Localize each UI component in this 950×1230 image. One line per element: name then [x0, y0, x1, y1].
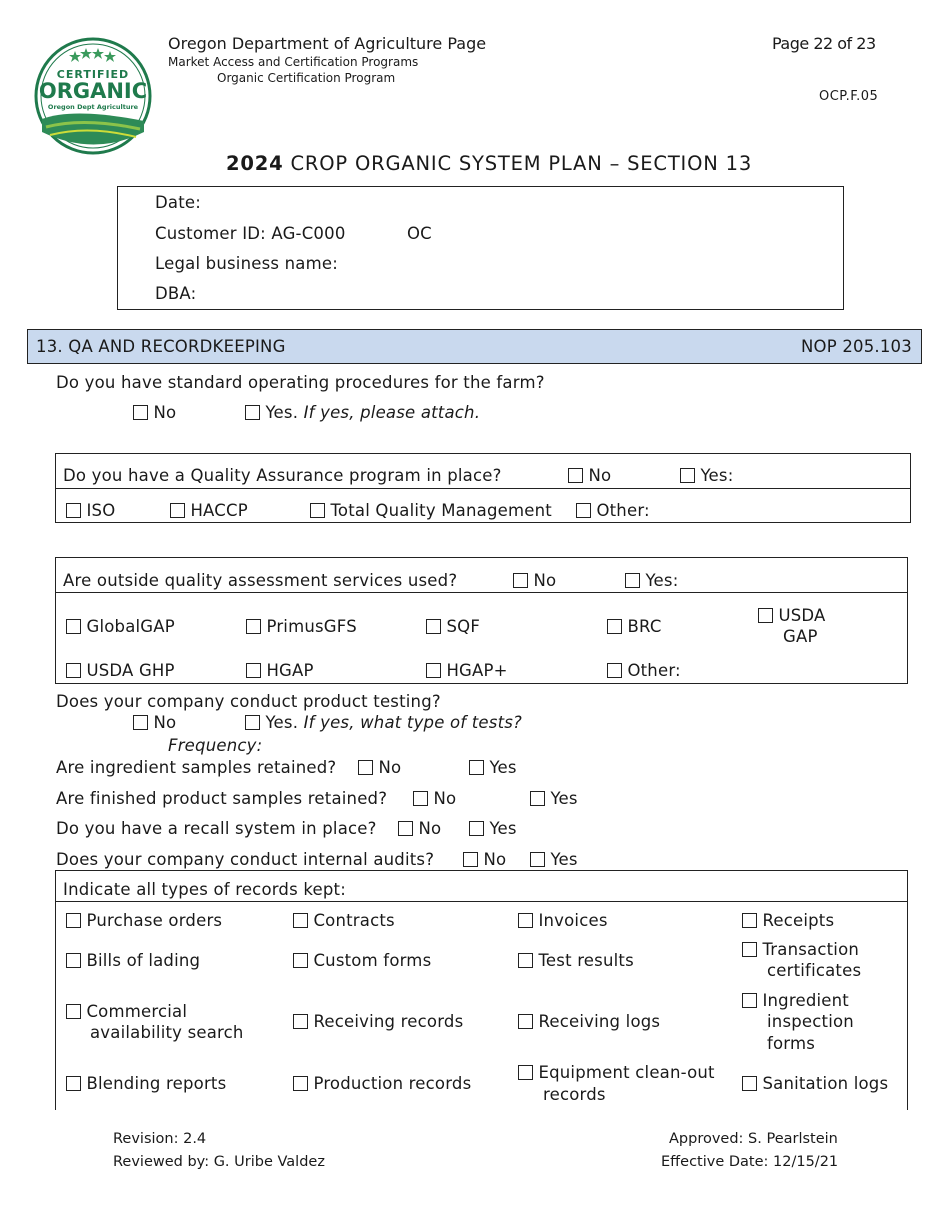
- form-id: OCP.F.05: [819, 89, 879, 104]
- finished-yes-option[interactable]: [530, 789, 578, 808]
- records-title: Indicate all types of records kept:: [63, 880, 346, 899]
- sqf-checkbox[interactable]: [426, 619, 441, 634]
- receiving-records-checkbox[interactable]: [293, 1014, 308, 1029]
- testing-question: Does your company conduct product testing?: [56, 692, 441, 711]
- page-number: Page 22 of 23: [772, 34, 876, 53]
- primusgfs-checkbox[interactable]: [246, 619, 261, 634]
- finished-no-checkbox[interactable]: [413, 791, 428, 806]
- qa-yes-label: Yes:: [700, 466, 734, 485]
- contracts-label: Contracts: [313, 911, 395, 930]
- records-label: records: [543, 1085, 606, 1104]
- finished-yes-checkbox[interactable]: [530, 791, 545, 806]
- testing-no-label: No: [153, 713, 177, 732]
- record-test-results[interactable]: [518, 951, 634, 970]
- ingredient-no-option[interactable]: [358, 758, 401, 777]
- record-invoices[interactable]: [518, 911, 608, 930]
- receipts-checkbox[interactable]: [742, 913, 757, 928]
- programs-name: Market Access and Certification Programs: [168, 55, 419, 69]
- testing-no-option[interactable]: [133, 713, 176, 732]
- receipts-label: Receipts: [762, 911, 835, 930]
- production-records-label: Production records: [313, 1074, 472, 1093]
- hgap-plus-label: HGAP+: [446, 661, 508, 680]
- audits-no-option[interactable]: [463, 850, 506, 869]
- sop-no-option[interactable]: [133, 403, 176, 422]
- record-receiving-logs[interactable]: [518, 1012, 660, 1031]
- transaction-certificates-checkbox[interactable]: [742, 942, 757, 957]
- qa-iso-label: ISO: [86, 501, 116, 520]
- usda-gap-label-line2: GAP: [783, 627, 818, 646]
- receiving-logs-checkbox[interactable]: [518, 1014, 533, 1029]
- testing-yes-label: Yes.: [265, 713, 299, 732]
- ingredient-label: Ingredient: [762, 991, 849, 1010]
- forms-label: forms: [767, 1034, 816, 1053]
- inspection-label: inspection: [767, 1012, 854, 1031]
- record-purchase-orders[interactable]: [66, 911, 222, 930]
- record-equipment-cleanout[interactable]: [518, 1063, 715, 1082]
- qa-tqm-checkbox[interactable]: [310, 503, 325, 518]
- commercial-label: Commercial: [86, 1002, 188, 1021]
- equipment-cleanout-checkbox[interactable]: [518, 1065, 533, 1080]
- outside-option-hgap-plus[interactable]: [426, 661, 508, 680]
- testing-yes-option[interactable]: [245, 713, 522, 732]
- outside-option-usda-gap[interactable]: [758, 606, 826, 625]
- outside-no-option[interactable]: [513, 571, 556, 590]
- custom-forms-label: Custom forms: [313, 951, 432, 970]
- transaction-label: Transaction: [762, 940, 860, 959]
- customer-id-label: Customer ID: AG-C000: [155, 224, 346, 243]
- test-results-checkbox[interactable]: [518, 953, 533, 968]
- sanitation-logs-checkbox[interactable]: [742, 1076, 757, 1091]
- recall-no-option[interactable]: [398, 819, 441, 838]
- date-label: Date:: [155, 193, 201, 212]
- usda-gap-label-line1: USDA: [778, 606, 826, 625]
- qa-option-tqm[interactable]: [310, 501, 552, 520]
- custom-forms-checkbox[interactable]: [293, 953, 308, 968]
- qa-haccp-label: HACCP: [190, 501, 248, 520]
- dept-name: Oregon Department of Agriculture Page: [168, 34, 487, 53]
- outside-option-brc[interactable]: [607, 617, 662, 636]
- dba-label: DBA:: [155, 284, 197, 303]
- globalgap-checkbox[interactable]: [66, 619, 81, 634]
- qa-no-checkbox[interactable]: [568, 468, 583, 483]
- ingredient-inspection-checkbox[interactable]: [742, 993, 757, 1008]
- page-title: [226, 152, 752, 175]
- brc-checkbox[interactable]: [607, 619, 622, 634]
- testing-frequency-label: Frequency:: [168, 736, 263, 755]
- qa-no-option[interactable]: [568, 466, 611, 485]
- hgap-checkbox[interactable]: [246, 663, 261, 678]
- record-bills-of-lading[interactable]: [66, 951, 200, 970]
- recall-yes-checkbox[interactable]: [469, 821, 484, 836]
- audits-no-checkbox[interactable]: [463, 852, 478, 867]
- record-receiving-records[interactable]: [293, 1012, 463, 1031]
- usda-gap-checkbox[interactable]: [758, 608, 773, 623]
- sanitation-logs-label: Sanitation logs: [762, 1074, 889, 1093]
- contracts-checkbox[interactable]: [293, 913, 308, 928]
- record-receipts[interactable]: [742, 911, 834, 930]
- record-blending-reports[interactable]: [66, 1074, 226, 1093]
- equipment-cleanout-label: Equipment clean-out: [538, 1063, 715, 1082]
- record-transaction-certificates[interactable]: [742, 940, 859, 959]
- qa-option-haccp[interactable]: [170, 501, 248, 520]
- sop-no-label: No: [153, 403, 177, 422]
- purchase-orders-checkbox[interactable]: [66, 913, 81, 928]
- record-ingredient-inspection[interactable]: [742, 991, 849, 1010]
- outside-yes-option[interactable]: [625, 571, 678, 590]
- outside-other-checkbox[interactable]: [607, 663, 622, 678]
- ingredient-yes-option[interactable]: [469, 758, 517, 777]
- blending-reports-checkbox[interactable]: [66, 1076, 81, 1091]
- outside-question: Are outside quality assessment services used?: [63, 571, 458, 590]
- outside-option-globalgap[interactable]: [66, 617, 175, 636]
- brc-label: BRC: [627, 617, 662, 636]
- qa-tqm-label: Total Quality Management: [330, 501, 552, 520]
- logo-text-organic: ORGANIC: [38, 79, 148, 103]
- footer-approved: Approved: S. Pearlstein: [669, 1131, 838, 1147]
- outside-yes-label: Yes:: [645, 571, 679, 590]
- title-year: 2024: [226, 152, 284, 175]
- organic-logo: [34, 37, 152, 155]
- audits-yes-label: Yes: [550, 850, 578, 869]
- recall-yes-label: Yes: [489, 819, 517, 838]
- availability-search-label: availability search: [90, 1023, 244, 1042]
- production-records-checkbox[interactable]: [293, 1076, 308, 1091]
- qa-no-label: No: [588, 466, 612, 485]
- logo-text-certified: CERTIFIED: [56, 68, 130, 81]
- qa-other-label: Other:: [596, 501, 650, 520]
- bills-of-lading-checkbox[interactable]: [66, 953, 81, 968]
- outside-option-other[interactable]: [607, 661, 681, 680]
- outside-other-label: Other:: [627, 661, 681, 680]
- outside-option-hgap[interactable]: [246, 661, 314, 680]
- program-name: Organic Certification Program: [217, 71, 396, 85]
- invoices-label: Invoices: [538, 911, 608, 930]
- finished-question: Are finished product samples retained?: [56, 789, 388, 808]
- globalgap-label: GlobalGAP: [86, 617, 175, 636]
- receiving-records-label: Receiving records: [313, 1012, 464, 1031]
- section-title: 13. QA AND RECORDKEEPING: [36, 337, 286, 356]
- ingredient-yes-checkbox[interactable]: [469, 760, 484, 775]
- qa-option-iso[interactable]: [66, 501, 115, 520]
- qa-iso-checkbox[interactable]: [66, 503, 81, 518]
- ingredient-yes-label: Yes: [489, 758, 517, 777]
- sqf-label: SQF: [446, 617, 481, 636]
- finished-yes-label: Yes: [550, 789, 578, 808]
- testing-no-checkbox[interactable]: [133, 715, 148, 730]
- ingredient-question: Are ingredient samples retained?: [56, 758, 337, 777]
- customer-info-box: [117, 186, 844, 310]
- blending-reports-label: Blending reports: [86, 1074, 227, 1093]
- sop-yes-checkbox[interactable]: [245, 405, 260, 420]
- usda-ghp-label: USDA GHP: [86, 661, 175, 680]
- record-contracts[interactable]: [293, 911, 395, 930]
- receiving-logs-label: Receiving logs: [538, 1012, 661, 1031]
- footer-effective: Effective Date: 12/15/21: [661, 1154, 839, 1170]
- outside-option-usda-ghp[interactable]: [66, 661, 175, 680]
- qa-yes-option[interactable]: [680, 466, 733, 485]
- record-sanitation-logs[interactable]: [742, 1074, 888, 1093]
- footer-revision: Revision: 2.4: [113, 1131, 207, 1147]
- audits-yes-checkbox[interactable]: [530, 852, 545, 867]
- qa-haccp-checkbox[interactable]: [170, 503, 185, 518]
- qa-yes-checkbox[interactable]: [680, 468, 695, 483]
- footer-reviewed: Reviewed by: G. Uribe Valdez: [113, 1154, 325, 1170]
- invoices-checkbox[interactable]: [518, 913, 533, 928]
- ingredient-no-checkbox[interactable]: [358, 760, 373, 775]
- testing-yes-checkbox[interactable]: [245, 715, 260, 730]
- record-commercial-availability[interactable]: [66, 1002, 187, 1021]
- outside-option-sqf[interactable]: [426, 617, 480, 636]
- ingredient-no-label: No: [378, 758, 402, 777]
- primusgfs-label: PrimusGFS: [266, 617, 357, 636]
- test-results-label: Test results: [538, 951, 634, 970]
- audits-question: Does your company conduct internal audits?: [56, 850, 435, 869]
- hgap-label: HGAP: [266, 661, 314, 680]
- title-text: CROP ORGANIC SYSTEM PLAN – SECTION 13: [290, 152, 753, 175]
- qa-question: Do you have a Quality Assurance program in place?: [63, 466, 502, 485]
- recall-no-label: No: [418, 819, 442, 838]
- sop-no-checkbox[interactable]: [133, 405, 148, 420]
- qa-option-other[interactable]: [576, 501, 650, 520]
- recall-question: Do you have a recall system in place?: [56, 819, 377, 838]
- sop-yes-note: If yes, please attach.: [303, 403, 481, 422]
- bills-of-lading-label: Bills of lading: [86, 951, 201, 970]
- outside-no-label: No: [533, 571, 557, 590]
- outside-no-checkbox[interactable]: [513, 573, 528, 588]
- outside-yes-checkbox[interactable]: [625, 573, 640, 588]
- qa-other-checkbox[interactable]: [576, 503, 591, 518]
- record-production-records[interactable]: [293, 1074, 471, 1093]
- audits-no-label: No: [483, 850, 507, 869]
- finished-no-label: No: [433, 789, 457, 808]
- audits-yes-option[interactable]: [530, 850, 578, 869]
- legal-name-label: Legal business name:: [155, 254, 338, 273]
- logo-text-oregon: Oregon Dept Agriculture: [47, 103, 139, 111]
- recall-no-checkbox[interactable]: [398, 821, 413, 836]
- usda-ghp-checkbox[interactable]: [66, 663, 81, 678]
- record-custom-forms[interactable]: [293, 951, 431, 970]
- certificates-label: certificates: [767, 961, 862, 980]
- testing-yes-note: If yes, what type of tests?: [303, 713, 522, 732]
- outside-option-primusgfs[interactable]: [246, 617, 357, 636]
- customer-id-suffix: OC: [407, 224, 432, 243]
- commercial-availability-checkbox[interactable]: [66, 1004, 81, 1019]
- finished-no-option[interactable]: [413, 789, 456, 808]
- sop-yes-option[interactable]: [245, 403, 480, 422]
- hgap-plus-checkbox[interactable]: [426, 663, 441, 678]
- recall-yes-option[interactable]: [469, 819, 517, 838]
- purchase-orders-label: Purchase orders: [86, 911, 223, 930]
- sop-yes-label: Yes.: [265, 403, 299, 422]
- sop-question: Do you have standard operating procedures for the farm?: [56, 373, 545, 392]
- section-ref: NOP 205.103: [801, 337, 912, 356]
